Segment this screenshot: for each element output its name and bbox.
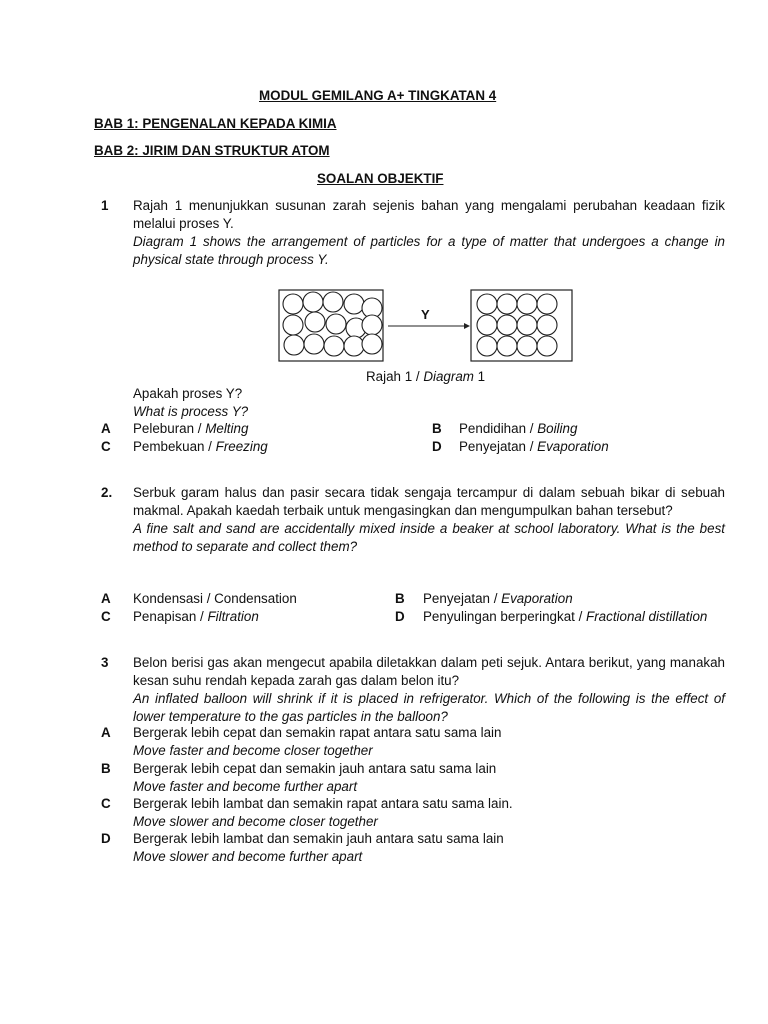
question-3-text-ms: Belon berisi gas akan mengecut apabila diletakkan dalam peti sejuk. Antara berikut, yang manakah kesan suhu rendah kepada zarah gas dalam belon itu?: [133, 655, 725, 688]
liquid-particles: [283, 292, 382, 356]
liquid-particle: [305, 312, 325, 332]
q2-option-d[interactable]: Penyulingan berperingkat / Fractional distillation: [423, 609, 708, 624]
q3-option-a-letter: A: [101, 725, 111, 740]
caption-en: Diagram: [423, 369, 474, 384]
caption-number: 1: [473, 369, 486, 384]
diagram-caption: [366, 368, 485, 386]
question-3-number: 3: [101, 655, 109, 670]
q3-option-c-letter: C: [101, 796, 111, 811]
liquid-particle: [283, 294, 303, 314]
question-1-number: 1: [101, 198, 109, 213]
solid-particles: [477, 294, 557, 356]
q2-option-a-letter: A: [101, 591, 111, 606]
question-3-stem: [133, 654, 725, 726]
liquid-particle: [323, 292, 343, 312]
solid-particle: [477, 315, 497, 335]
module-title: MODUL GEMILANG A+ TINGKATAN 4: [259, 88, 497, 103]
question-2-text-ms: Serbuk garam halus dan pasir secara tidak sengaja tercampur di dalam sebuah bikar di sebuah makmal. Apakah kaedah terbaik untuk mengasingkan dan mengumpulkan bahan tersebut?: [133, 485, 725, 518]
diagram-1: [0, 288, 768, 368]
question-2-text-en: A fine salt and sand are accidentally mixed inside a beaker at school laboratory. What is the best method to separate and collect them?: [133, 521, 725, 554]
q1-option-a-letter: A: [101, 421, 111, 436]
q2-option-a[interactable]: Kondensasi / Condensation: [133, 591, 297, 606]
liquid-particle: [362, 315, 382, 335]
solid-particle: [497, 294, 517, 314]
solid-particle: [517, 315, 537, 335]
solid-particle: [537, 294, 557, 314]
liquid-particle: [326, 314, 346, 334]
liquid-particle: [362, 334, 382, 354]
q1-option-b-letter: B: [432, 421, 442, 436]
liquid-particle: [283, 315, 303, 335]
q2-option-b-letter: B: [395, 591, 405, 606]
chapter-2-heading: BAB 2: JIRIM DAN STRUKTUR ATOM: [94, 143, 330, 158]
solid-particle: [537, 315, 557, 335]
liquid-particle: [344, 294, 364, 314]
question-1-stem: [133, 197, 725, 269]
q1-option-d-letter: D: [432, 439, 442, 454]
question-2-stem: [133, 484, 725, 556]
question-1-prompt: [133, 385, 248, 421]
liquid-particle: [304, 334, 324, 354]
liquid-particle: [344, 336, 364, 356]
question-1-text-en: Diagram 1 shows the arrangement of particles for a type of matter that undergoes a change in physical state through process Y.: [133, 234, 725, 267]
q2-option-b[interactable]: Penyejatan / Evaporation: [423, 591, 573, 606]
q1-option-d[interactable]: Penyejatan / Evaporation: [459, 439, 609, 454]
question-2-number: 2.: [101, 485, 113, 500]
process-label: Y: [421, 307, 430, 322]
question-3-text-en: An inflated balloon will shrink if it is placed in refrigerator. Which of the following is the effect of lower temperature to the gas particles in the balloon?: [133, 691, 725, 724]
process-arrow-head: [464, 323, 470, 329]
q2-option-c-letter: C: [101, 609, 111, 624]
question-1-prompt-en: What is process Y?: [133, 404, 249, 419]
question-1-text-ms: Rajah 1 menunjukkan susunan zarah sejenis bahan yang mengalami perubahan keadaan fizik melalui proses Y.: [133, 198, 725, 231]
q3-option-b[interactable]: Bergerak lebih cepat dan semakin jauh antara satu sama lain Move faster and become further apart: [133, 761, 497, 794]
q2-option-c[interactable]: Penapisan / Filtration: [133, 609, 259, 624]
q2-option-d-letter: D: [395, 609, 405, 624]
liquid-particle: [284, 335, 304, 355]
solid-particle: [497, 336, 517, 356]
chapter-1-heading: BAB 1: PENGENALAN KEPADA KIMIA: [94, 116, 337, 131]
q3-option-d[interactable]: Bergerak lebih lambat dan semakin jauh antara satu sama lain Move slower and become further apart: [133, 831, 504, 864]
solid-particle: [477, 294, 497, 314]
section-heading: SOALAN OBJEKTIF: [317, 171, 444, 186]
q1-option-c[interactable]: Pembekuan / Freezing: [133, 439, 268, 454]
q1-option-b[interactable]: Pendidihan / Boiling: [459, 421, 578, 436]
solid-particle: [537, 336, 557, 356]
solid-particle: [477, 336, 497, 356]
question-1-prompt-ms: Apakah proses Y?: [133, 386, 243, 401]
liquid-particle: [324, 336, 344, 356]
solid-particle: [517, 294, 537, 314]
q3-option-a[interactable]: Bergerak lebih cepat dan semakin rapat antara satu sama lain Move faster and become closer together: [133, 725, 502, 758]
q3-option-c[interactable]: Bergerak lebih lambat dan semakin rapat antara satu sama lain. Move slower and become closer together: [133, 796, 513, 829]
q3-option-d-letter: D: [101, 831, 111, 846]
solid-particle: [517, 336, 537, 356]
liquid-particle: [303, 292, 323, 312]
solid-particle: [497, 315, 517, 335]
q1-option-a[interactable]: Peleburan / Melting: [133, 421, 249, 436]
caption-ms: Rajah 1 /: [366, 369, 424, 384]
q3-option-b-letter: B: [101, 761, 111, 776]
q1-option-c-letter: C: [101, 439, 111, 454]
